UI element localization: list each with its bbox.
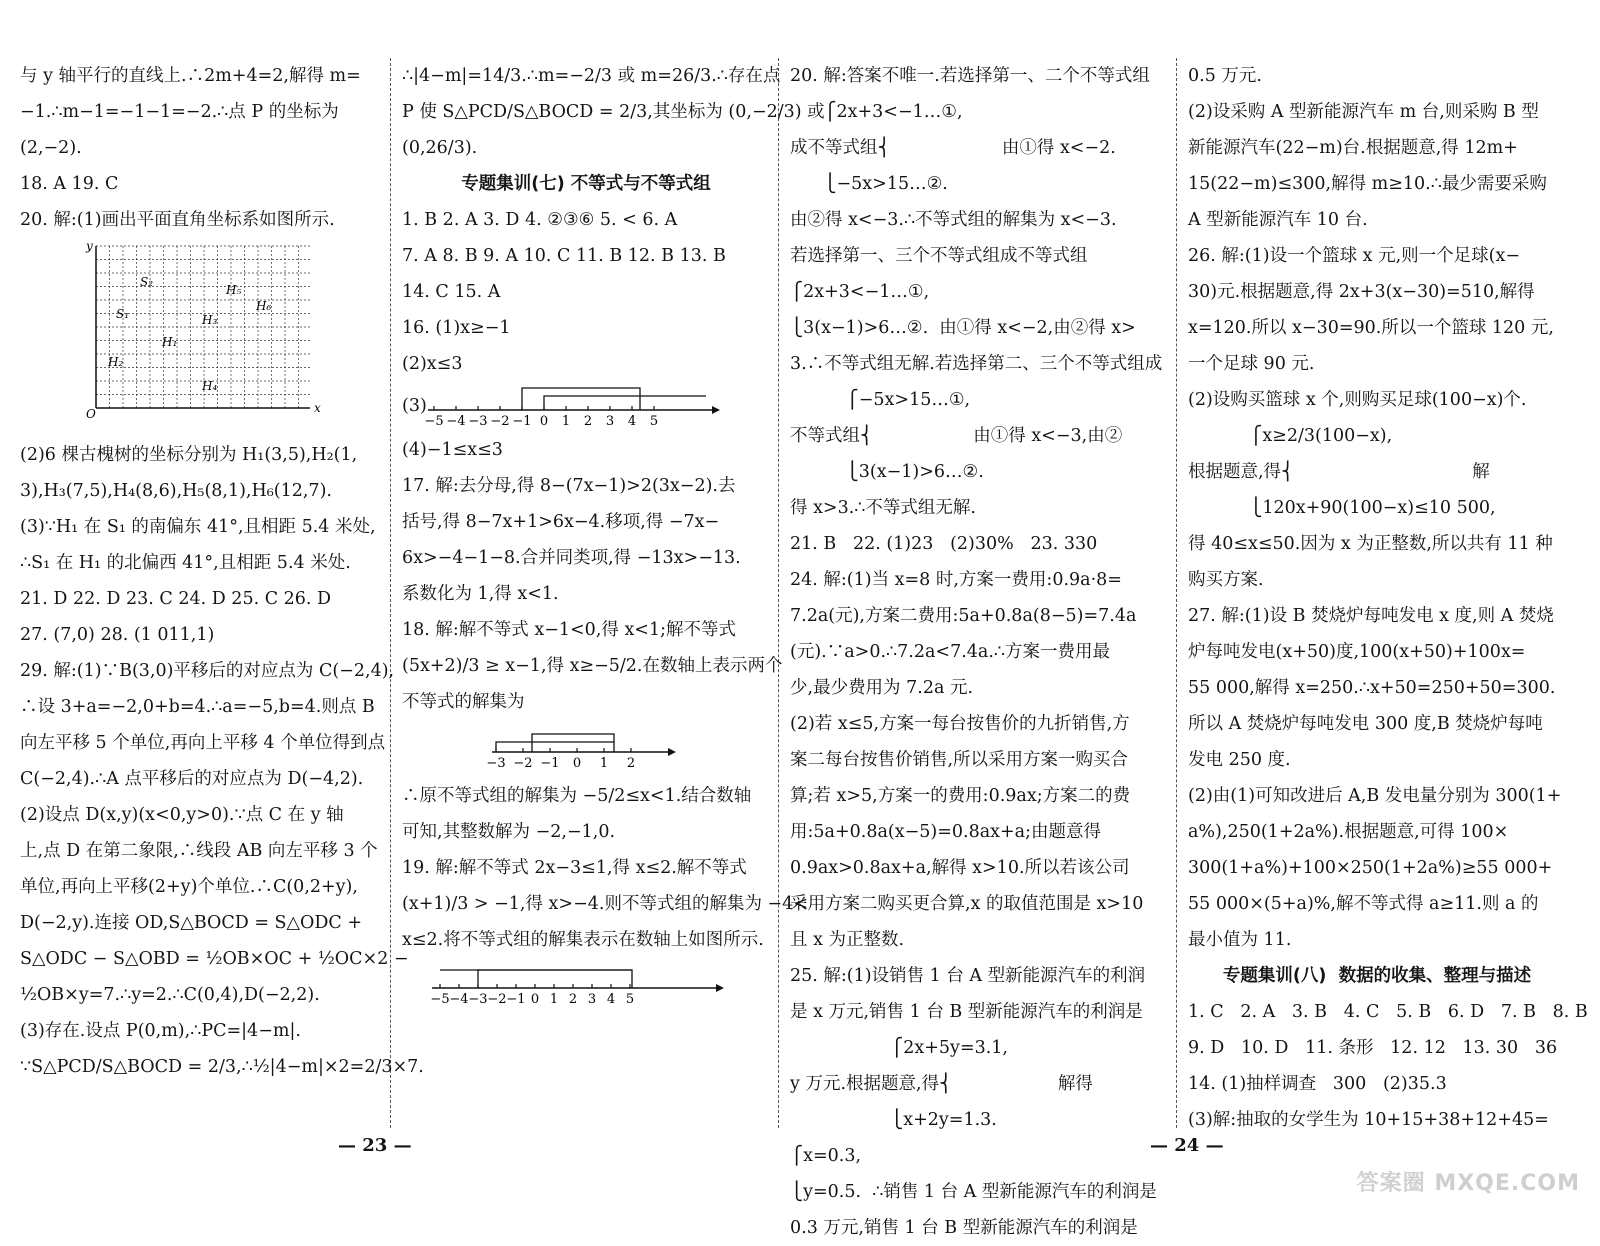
text-line: 案二每台按售价销售,所以采用方案一购买合 [790,750,1129,770]
column-divider-3 [1176,58,1177,1128]
text-line: 7.2a(元),方案二费用:5a+0.8a(8−5)=7.4a [790,606,1137,626]
text-line: (2)设点 D(x,y)(x<0,y>0).∵点 C 在 y 轴 [20,805,344,825]
text-line: 得 x>3.∴不等式组无解. [790,498,976,518]
text-line: −1.∴m−1=−1−1=−2.∴点 P 的坐标为 [20,102,339,122]
text-line: ∴原不等式组的解集为 −5/2≤x<1.结合数轴 [402,786,752,806]
grid-label: H₄ [202,379,218,393]
number-line-3 [432,960,732,1010]
text-line: (2,−2). [20,138,82,158]
number-line-tick-label: −1 [540,756,560,771]
arrow-icon [668,748,676,756]
column-2 [402,58,825,1012]
number-line-tick-label: −2 [487,992,507,1007]
text-line: a%),250(1+2a%).根据题意,可得 100× [1188,822,1509,842]
text-line: 可知,其整数解为 −2,−1,0. [402,822,616,842]
text-line: 30)元.根据题意,得 2x+3(x−30)=510,解得 [1188,282,1535,302]
text-line: 14. (1)抽样调查 300 (2)35.3 [1188,1074,1447,1094]
text-line: ⎧−5x>15…①, [790,390,971,410]
text-line: 用:5a+0.8a(x−5)=0.8ax+a;由题意得 [790,822,1102,842]
text-line: D(−2,y).连接 OD,S△BOCD = S△ODC + [20,913,363,933]
text-line: 26. 解:(1)设一个篮球 x 元,则一个足球(x− [1188,246,1520,266]
text-line: 21. B 22. (1)23 (2)30% 23. 330 [790,534,1098,554]
text-line: 若选择第一、三个不等式组成不等式组 [790,246,1088,266]
text-line: (2)若 x≤5,方案一每台按售价的九折销售,方 [790,714,1130,734]
text-line: ⎩3(x−1)>6…②. [790,462,984,482]
text-line: 1. B 2. A 3. D 4. ②③⑥ 5. < 6. A [402,210,678,230]
text-line: (元).∵a>0.∴7.2a<7.4a.∴方案一费用最 [790,642,1111,662]
text-line: (2)设采购 A 型新能源汽车 m 台,则采购 B 型 [1188,102,1539,122]
text-line: 18. 解:解不等式 x−1<0,得 x<1;解不等式 [402,620,737,640]
section-title: 专题集训(七) 不等式与不等式组 [461,174,711,194]
coordinate-grid-figure [20,240,380,435]
text-line: (x+1)/3 > −1,得 x>−4.则不等式组的解集为 −4< [402,894,808,914]
number-line-tick-label: −5 [430,992,450,1007]
text-line: 0.9ax>0.8ax+a,解得 x>10.所以若该公司 [790,858,1130,878]
text-line: 上,点 D 在第二象限,∴线段 AB 向左平移 3 个 [20,841,378,861]
text-line: ∴设 3+a=−2,0+b=4.∴a=−5,b=4.则点 B [20,697,375,717]
text-line: ⎧x=0.3, [790,1146,862,1166]
text-line: 算;若 x>5,方案一的费用:0.9ax;方案二的费 [790,786,1131,806]
text-line: 发电 250 度. [1188,750,1291,770]
text-line: ⎩3(x−1)>6…②. 由①得 x<−2,由②得 x> [790,318,1136,338]
text-line: 15(22−m)≤300,解得 m≥10.∴最少需要采购 [1188,174,1547,194]
number-line-tick-label: −2 [490,414,510,429]
grid-label: H₂ [108,355,124,369]
text-line: A 型新能源汽车 10 台. [1188,210,1368,230]
text-line: 18. A 19. C [20,174,119,194]
column-3 [790,58,1163,1246]
number-line-tick-label: −4 [446,414,466,429]
text-line: 得 40≤x≤50.因为 x 为正整数,所以共有 11 种 [1188,534,1553,554]
text-line: 不等式组⎨ 由①得 x<−3,由② [790,426,1123,446]
text-line: ⎧2x+3<−1…①, [790,282,930,302]
text-line: ⎧2x+5y=3.1, [790,1038,1008,1058]
text-line: 根据题意,得⎨ 解 [1188,462,1490,482]
number-line-tick-label: 1 [599,756,609,771]
text-line: (4)−1≤x≤3 [402,440,503,460]
number-line-tick-label: 5 [649,414,659,429]
col1-text-a [20,58,380,238]
number-line-label: (3) [402,396,427,416]
grid-label: x [314,401,321,415]
text-line: 最小值为 11. [1188,930,1292,950]
text-line: (3)存在.设点 P(0,m),∴PC=|4−m|. [20,1021,301,1041]
number-line-1-figure [402,384,770,430]
grid-label: H₆ [256,299,272,313]
arrow-icon [716,984,724,992]
text-line: 括号,得 8−7x+1>6x−4.移项,得 −7x− [402,512,720,532]
text-line: ∴|4−m|=14/3.∴m=−2/3 或 m=26/3.∴存在点 [402,66,781,86]
solution-ray-1 [532,734,614,752]
grid-label: O [86,407,96,421]
text-line: 炉每吨发电(x+50)度,100(x+50)+100x= [1188,642,1526,662]
text-line: ⎩y=0.5. ∴销售 1 台 A 型新能源汽车的利润是 [790,1182,1157,1202]
text-line: 由②得 x<−3.∴不等式组的解集为 x<−3. [790,210,1117,230]
text-line: 系数化为 1,得 x<1. [402,584,559,604]
number-line-tick-label: 2 [626,756,636,771]
number-line-tick-label: −1 [506,992,526,1007]
arrow-icon [712,406,720,414]
text-line: 7. A 8. B 9. A 10. C 11. B 12. B 13. B [402,246,726,266]
text-line: 0.5 万元. [1188,66,1262,86]
text-line: 19. 解:解不等式 2x−3≤1,得 x≤2.解不等式 [402,858,747,878]
text-line: 6x>−4−1−8.合并同类项,得 −13x>−13. [402,548,741,568]
text-line: (2)6 棵古槐树的坐标分别为 H₁(3,5),H₂(1, [20,445,358,465]
text-line: x=120.所以 x−30=90.所以一个篮球 120 元, [1188,318,1554,338]
text-line: 25. 解:(1)设销售 1 台 A 型新能源汽车的利润 [790,966,1146,986]
text-line: (0,26/3). [402,138,478,158]
text-line: 300(1+a%)+100×250(1+2a%)≥55 000+ [1188,858,1553,878]
text-line: 14. C 15. A [402,282,501,302]
number-line-tick-label: 1 [549,992,559,1007]
number-line-tick-label: 2 [568,992,578,1007]
text-line: 单位,再向上平移(2+y)个单位.∴C(0,2+y), [20,877,358,897]
number-line-2-figure [402,722,770,776]
number-line-tick-label: −1 [512,414,532,429]
coordinate-grid [78,240,328,422]
text-line: ⎩−5x>15…②. [790,174,948,194]
text-line: (5x+2)/3 ≥ x−1,得 x≥−5/2.在数轴上表示两个 [402,656,783,676]
text-line: ⎩x+2y=1.3. [790,1110,997,1130]
number-line-tick-label: −3 [468,992,488,1007]
text-line: 向左平移 5 个单位,再向上平移 4 个单位得到点 [20,733,386,753]
col1-text-b [20,437,424,1085]
text-line: 29. 解:(1)∵B(3,0)平移后的对应点为 C(−2,4), [20,661,395,681]
solution-ray-2 [496,742,614,752]
text-line: 少,最少费用为 7.2a 元. [790,678,974,698]
text-line: ½OB×y=7.∴y=2.∴C(0,4),D(−2,2). [20,985,320,1005]
number-line-tick-label: −5 [424,414,444,429]
number-line-tick-label: −2 [513,756,533,771]
text-line: ∵S△PCD/S△BOCD = 2/3,∴½|4−m|×2=2/3×7. [20,1057,424,1077]
number-line-2 [486,722,692,776]
text-line: 16. (1)x≥−1 [402,318,511,338]
number-line-tick-label: −3 [468,414,488,429]
grid-label: H₁ [162,335,178,349]
text-line: ∴S₁ 在 H₁ 的北偏西 41°,且相距 5.4 米处. [20,553,351,573]
column-4 [1188,58,1588,1138]
text-line: 20. 解:(1)画出平面直角坐标系如图所示. [20,210,335,230]
number-line-tick-label: 0 [572,756,582,771]
grid-label: y [86,239,93,253]
text-line: 与 y 轴平行的直线上.∴2m+4=2,解得 m= [20,66,361,86]
number-line-tick-label: 1 [561,414,571,429]
text-line: 一个足球 90 元. [1188,354,1315,374]
text-line: 9. D 10. D 11. 条形 12. 12 13. 30 36 [1188,1038,1558,1058]
solution-ray-2 [522,388,640,410]
grid-label: H₃ [202,313,218,327]
text-line: ⎧2x+3<−1…①, [790,102,963,122]
text-line: 0.3 万元,销售 1 台 B 型新能源汽车的利润是 [790,1218,1138,1238]
text-line: 购买方案. [1188,570,1264,590]
number-line-tick-label: −4 [449,992,469,1007]
page-number-left: — 23 — [338,1135,412,1156]
number-line-tick-label: 4 [606,992,616,1007]
text-line: 20. 解:答案不唯一.若选择第一、二个不等式组 [790,66,1150,86]
text-line: (2)x≤3 [402,354,463,374]
text-line: 采用方案二购买更合算,x 的取值范围是 x>10 [790,894,1144,914]
column-1 [20,58,424,1085]
text-line: y 万元.根据题意,得⎨ 解得 [790,1074,1093,1094]
number-line-tick-label: 0 [539,414,549,429]
text-line: 3),H₃(7,5),H₄(8,6),H₅(8,1),H₆(12,7). [20,481,332,501]
text-line: (2)由(1)可知改进后 A,B 发电量分别为 300(1+ [1188,786,1562,806]
text-line: ⎧x≥2/3(100−x), [1188,426,1393,446]
column-divider-2 [778,58,779,1128]
text-line: 27. 解:(1)设 B 焚烧炉每吨发电 x 度,则 A 焚烧 [1188,606,1554,626]
text-line: P 使 S△PCD/S△BOCD = 2/3,其坐标为 (0,−2/3) 或 [402,102,825,122]
grid-label: S₁ [116,307,130,321]
number-line-tick-label: 2 [583,414,593,429]
text-line: 成不等式组⎨ 由①得 x<−2. [790,138,1116,158]
text-line: ⎩120x+90(100−x)≤10 500, [1188,498,1496,518]
solution-ray-1 [478,970,632,988]
number-line-tick-label: 5 [625,992,635,1007]
grid-label: H₅ [226,283,242,297]
number-line-tick-label: 3 [587,992,597,1007]
number-line-tick-label: 0 [530,992,540,1007]
number-line-1 [424,384,728,430]
page-number-right: — 24 — [1150,1135,1224,1156]
text-line: 55 000×(5+a)%,解不等式得 a≥11.则 a 的 [1188,894,1539,914]
number-line-tick-label: −3 [486,756,506,771]
text-line: 27. (7,0) 28. (1 011,1) [20,625,215,645]
text-line: 新能源汽车(22−m)台.根据题意,得 12m+ [1188,138,1518,158]
number-line-tick-label: 4 [627,414,637,429]
text-line: 17. 解:去分母,得 8−(7x−1)>2(3x−2).去 [402,476,736,496]
number-line-3-figure [402,960,770,1010]
text-line: 且 x 为正整数. [790,930,905,950]
text-line: 1. C 2. A 3. B 4. C 5. B 6. D 7. B 8. B [1188,1002,1588,1022]
text-line: 3.∴不等式组无解.若选择第二、三个不等式组成 [790,354,1163,374]
number-line-tick-label: 3 [605,414,615,429]
solution-ray-1 [544,396,706,410]
text-line: (2)设购买篮球 x 个,则购买足球(100−x)个. [1188,390,1527,410]
text-line: 55 000,解得 x=250.∴x+50=250+50=300. [1188,678,1556,698]
text-line: 21. D 22. D 23. C 24. D 25. C 26. D [20,589,332,609]
grid-label: S₂ [140,275,154,289]
text-line: S△ODC − S△OBD = ½OB×OC + ½OC×2 − [20,949,409,969]
text-line: 不等式的解集为 [402,692,525,712]
watermark-logo: 答案圈 MXQE.COM [1356,1171,1580,1196]
section-title: 专题集训(八) 数据的收集、整理与描述 [1222,966,1532,986]
text-line: x≤2.将不等式组的解集表示在数轴上如图所示. [402,930,764,950]
text-line: 是 x 万元,销售 1 台 B 型新能源汽车的利润是 [790,1002,1143,1022]
text-line: (3)∵H₁ 在 S₁ 的南偏东 41°,且相距 5.4 米处, [20,517,376,537]
text-line: 24. 解:(1)当 x=8 时,方案一费用:0.9a·8= [790,570,1122,590]
text-line: (3)解:抽取的女学生为 10+15+38+12+45= [1188,1110,1549,1130]
text-line: 所以 A 焚烧炉每吨发电 300 度,B 焚烧炉每吨 [1188,714,1543,734]
text-line: C(−2,4).∴A 点平移后的对应点为 D(−4,2). [20,769,364,789]
